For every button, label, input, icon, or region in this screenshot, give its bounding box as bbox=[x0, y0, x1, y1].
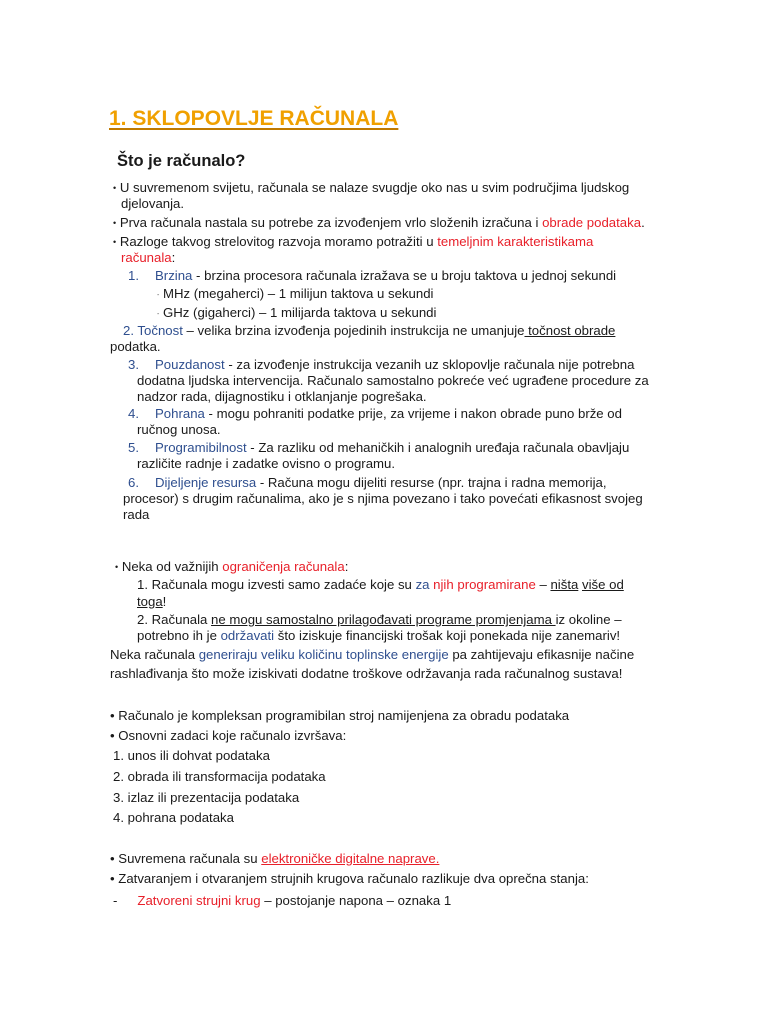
limit-2-l2-text-b: što iziskuje financijski trošak koji ponekada nije zanemariv! bbox=[274, 628, 621, 643]
closed-circuit-term: Zatvoreni strujni krug bbox=[137, 893, 261, 908]
bullet-1-line-2: djelovanja. bbox=[121, 196, 185, 211]
limit-2-text-b: iz okoline – bbox=[555, 612, 622, 627]
char-6-line-2: procesor) s drugim računalima, ako je s njima povezano i tako povećati efikasnost svojeg bbox=[123, 491, 643, 506]
limit-2-text: 2. Računala bbox=[137, 612, 212, 627]
sub-bullet-glyph: - bbox=[157, 292, 160, 299]
char-3-term: Pouzdanost bbox=[155, 357, 225, 372]
limit-1-underline-2: više od bbox=[582, 577, 624, 592]
section-heading: Što je računalo? bbox=[117, 152, 246, 170]
char-3-line-2: dodatna ljudska intervencija. Računalo samostalno pokreće već ugrađene procedure za bbox=[137, 373, 649, 388]
tasks-line-1: • Računalo je kompleksan programibilan stroj namijenjena za obradu podataka bbox=[110, 708, 570, 723]
task-item-2: 2. obrada ili transformacija podataka bbox=[113, 769, 326, 784]
char-1-sub-2 bbox=[157, 305, 436, 324]
bullet-2-text: Prva računala nastala su potrebe za izvođenjem vrlo složenih izračuna i bbox=[119, 215, 543, 230]
char-1-line-1 bbox=[128, 268, 616, 284]
limit-1-underline-1: ništa bbox=[550, 577, 579, 592]
char-2-desc-b: točnost obrade bbox=[524, 323, 616, 338]
bullet-3-highlight: temeljnim karakteristikama bbox=[437, 234, 594, 249]
char-3-desc: - za izvođenje instrukcija vezanih uz sklopovlje računala nije potrebna bbox=[224, 357, 635, 372]
char-1-term: Brzina bbox=[155, 268, 193, 283]
char-4-desc: - mogu pohraniti podatke prije, za vrijeme i nakon obrade puno brže od bbox=[204, 406, 622, 421]
char-6-term: Dijeljenje resursa bbox=[155, 475, 257, 490]
heat-text-b: pa zahtijevaju efikasnije načine bbox=[448, 647, 635, 662]
limit-2-underline: ne mogu samostalno prilagođavati programe promjenjama bbox=[211, 612, 556, 627]
limit-1-line-1 bbox=[137, 577, 624, 593]
limit-2-line-1 bbox=[137, 612, 622, 628]
char-3-number: 3. bbox=[128, 357, 139, 372]
char-4-line-1 bbox=[128, 406, 622, 422]
heat-text: Neka računala bbox=[110, 647, 199, 662]
bullet-1-line-1 bbox=[113, 180, 629, 197]
char-4-number: 4. bbox=[128, 406, 139, 421]
tasks-line-2: • Osnovni zadaci koje računalo izvršava: bbox=[110, 728, 347, 743]
digital-text: • Suvremena računala su bbox=[110, 851, 262, 866]
heat-blue: generiraju veliku količinu toplinske energije bbox=[198, 647, 449, 662]
bullet-glyph: • bbox=[113, 183, 117, 193]
digital-line-1 bbox=[110, 851, 439, 867]
task-item-3: 3. izlaz ili prezentacija podataka bbox=[113, 790, 300, 805]
bullet-3-text: Razloge takvog strelovitog razvoja moramo potražiti u bbox=[119, 234, 438, 249]
char-3-line-1 bbox=[128, 357, 634, 373]
char-5-term: Programibilnost bbox=[155, 440, 247, 455]
char-2-desc-a: – velika brzina izvođenja pojedinih instrukcija ne umanjuje bbox=[182, 323, 525, 338]
char-1-sub-1 bbox=[157, 286, 433, 305]
limits-intro-colon: : bbox=[344, 559, 349, 574]
bullet-3-line-2 bbox=[121, 250, 175, 266]
bullet-glyph: • bbox=[113, 218, 117, 228]
task-item-4: 4. pohrana podataka bbox=[113, 810, 234, 825]
char-5-line-2: različite radnje i zadatke ovisno o programu. bbox=[137, 456, 396, 471]
limits-intro-highlight: ograničenja računala bbox=[222, 559, 345, 574]
char-6-desc: - Računa mogu dijeliti resurse (npr. trajna i radna memorija, bbox=[256, 475, 607, 490]
char-1-desc: - brzina procesora računala izražava se u broju taktova u jednoj sekundi bbox=[192, 268, 617, 283]
dash-glyph: - bbox=[113, 893, 118, 908]
closed-circuit-desc: – postojanje napona – oznaka 1 bbox=[260, 893, 452, 908]
char-6-number: 6. bbox=[128, 475, 139, 490]
limit-1-red: njih programirane bbox=[433, 577, 536, 592]
limit-1-text: 1. Računala mogu izvesti samo zadaće koje su bbox=[137, 577, 416, 592]
bullet-3-colon: : bbox=[171, 250, 176, 265]
bullet-1-text: U suvremenom svijetu, računala se nalaze svugdje oko nas u svim područjima ljudskog bbox=[119, 180, 630, 195]
bullet-3-highlight-2: računala bbox=[121, 250, 172, 265]
task-item-1: 1. unos ili dohvat podataka bbox=[113, 748, 270, 763]
digital-line-2: • Zatvaranjem i otvaranjem strujnih krugova računalo razlikuje dva oprečna stanja: bbox=[110, 871, 589, 886]
char-5-desc: - Za razliku od mehaničkih i analognih uređaja računala obavljaju bbox=[246, 440, 630, 455]
char-5-line-1 bbox=[128, 440, 629, 456]
char-1-number: 1. bbox=[128, 268, 139, 283]
page-title: 1. SKLOPOVLJE RAČUNALA bbox=[109, 107, 399, 130]
heat-paragraph-line-1 bbox=[110, 647, 634, 663]
digital-highlight: elektroničke digitalne naprave. bbox=[261, 851, 440, 866]
limits-intro-text: Neka od važnijih bbox=[121, 559, 223, 574]
limit-2-line-2 bbox=[137, 628, 620, 644]
sub-bullet-glyph: - bbox=[157, 311, 160, 318]
limit-1-blue: za bbox=[415, 577, 430, 592]
char-2-line-1 bbox=[123, 323, 615, 339]
char-4-line-2: ručnog unosa. bbox=[137, 422, 221, 437]
char-2-line-2: podatka. bbox=[110, 339, 161, 354]
bullet-glyph: • bbox=[113, 237, 117, 247]
digital-line-3 bbox=[113, 893, 451, 909]
bullet-glyph: • bbox=[115, 562, 119, 572]
limit-1-end: ! bbox=[162, 594, 167, 609]
heat-paragraph-line-2: rashlađivanja što može iziskivati dodatne troškove održavanja rada računalnog sustava! bbox=[110, 666, 623, 681]
char-6-line-1 bbox=[128, 475, 607, 491]
limits-intro bbox=[115, 559, 348, 576]
char-4-term: Pohrana bbox=[155, 406, 205, 421]
char-2-term: 2. Točnost bbox=[123, 323, 183, 338]
limit-1-line-2 bbox=[137, 594, 166, 610]
char-1-sub-1-text: MHz (megaherci) – 1 milijun taktova u sekundi bbox=[163, 286, 434, 301]
char-6-line-3: rada bbox=[123, 507, 150, 522]
limit-2-l2-blue: održavati bbox=[220, 628, 275, 643]
bullet-2 bbox=[113, 215, 645, 232]
char-1-sub-2-text: GHz (gigaherci) – 1 milijarda taktova u sekundi bbox=[163, 305, 437, 320]
char-5-number: 5. bbox=[128, 440, 139, 455]
limit-1-underline-3: toga bbox=[137, 594, 163, 609]
char-3-line-3: nadzor rada, dijagnostiku i otklanjanje pogrešaka. bbox=[137, 389, 427, 404]
limit-1-dash: – bbox=[535, 577, 551, 592]
limit-2-l2-text: potrebno ih je bbox=[137, 628, 221, 643]
bullet-2-highlight: obrade podataka bbox=[542, 215, 642, 230]
bullet-3-line-1 bbox=[113, 234, 593, 251]
bullet-2-end: . bbox=[641, 215, 645, 230]
